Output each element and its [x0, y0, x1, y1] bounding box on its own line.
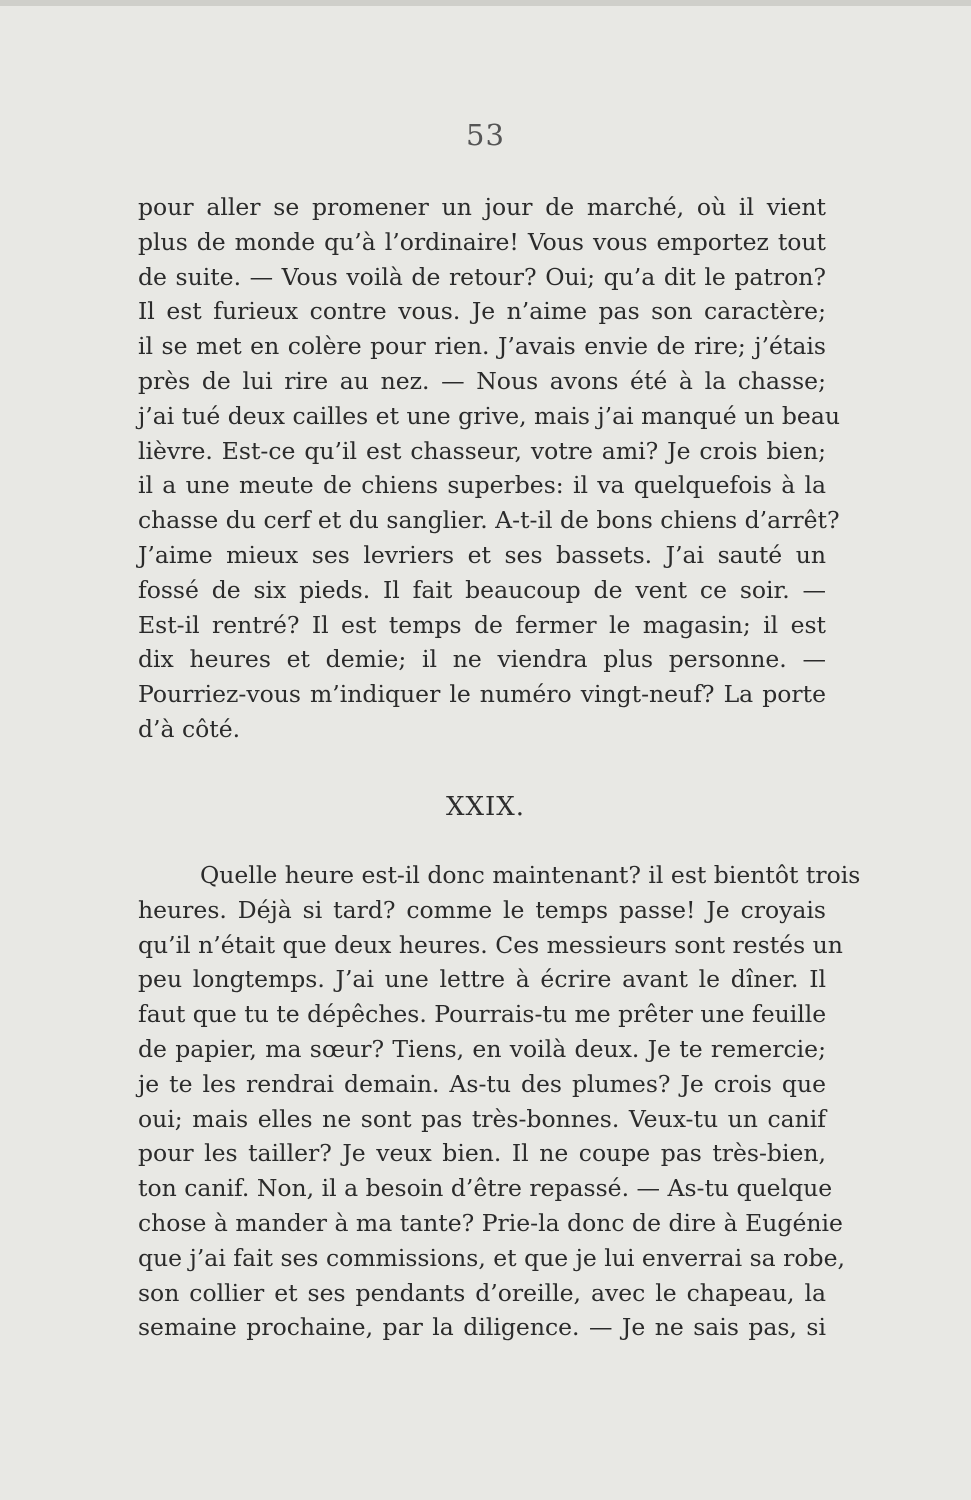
- text-line: faut que tu te dépêches. Pourrais-tu me prêter une feuille: [138, 1000, 827, 1029]
- text-line: d’à côté.: [138, 714, 241, 743]
- text-line: chasse du cerf et du sanglier. A-t-il de bons chiens d’arrêt?: [138, 506, 840, 535]
- text-line: il se met en colère pour rien. J’avais envie de rire; j’étais: [138, 332, 826, 361]
- text-line: Pourriez-vous m’indiquer le numéro vingt-neuf? La porte: [138, 680, 826, 709]
- text-line: chose à mander à ma tante? Prie-la donc de dire à Eugénie: [138, 1208, 843, 1237]
- page-edge: [0, 0, 971, 6]
- text-line: il a une meute de chiens superbes: il va quelquefois à la: [138, 471, 826, 500]
- text-line: Est-il rentré? Il est temps de fermer le magasin; il est: [138, 610, 826, 639]
- text-line: lièvre. Est-ce qu’il est chasseur, votre ami? Je crois bien;: [138, 436, 826, 465]
- text-line: semaine prochaine, par la diligence. — Je ne sais pas, si: [138, 1313, 826, 1342]
- text-line: son collier et ses pendants d’oreille, avec le chapeau, la: [138, 1278, 826, 1307]
- text-line: peu longtemps. J’ai une lettre à écrire avant le dîner. Il: [138, 965, 826, 994]
- text-line: ton canif. Non, il a besoin d’être repassé. — As-tu quelque: [138, 1174, 833, 1203]
- text-line: pour les tailler? Je veux bien. Il ne coupe pas très-bien,: [138, 1139, 826, 1168]
- text-line: Il est furieux contre vous. Je n’aime pas son caractère;: [138, 297, 826, 326]
- text-line: de suite. — Vous voilà de retour? Oui; qu’a dit le patron?: [138, 262, 826, 291]
- paragraph-2: [138, 858, 861, 1345]
- text-line: pour aller se promener un jour de marché, où il vient: [138, 193, 826, 221]
- page-number: 53: [466, 118, 505, 152]
- text-line: J’aime mieux ses levriers et ses bassets. J’ai sauté un: [138, 540, 826, 569]
- text-line: plus de monde qu’à l’ordinaire! Vous vous emportez tout: [138, 227, 826, 256]
- text-line: dix heures et demie; il ne viendra plus personne. —: [138, 645, 826, 674]
- text-line: que j’ai fait ses commissions, et que je lui enverrai sa robe,: [138, 1243, 845, 1272]
- text-line: près de lui rire au nez. — Nous avons été à la chasse;: [138, 366, 826, 395]
- text-line: Quelle heure est-il donc maintenant? il est bientôt trois: [200, 861, 861, 889]
- text-line: qu’il n’était que deux heures. Ces messieurs sont restés un: [138, 930, 843, 959]
- text-line: j’ai tué deux cailles et une grive, mais j’ai manqué un beau: [138, 401, 840, 430]
- section-heading: XXIX.: [445, 792, 526, 822]
- text-line: heures. Déjà si tard? comme le temps passe! Je croyais: [138, 895, 826, 924]
- text-line: oui; mais elles ne sont pas très-bonnes. Veux-tu un canif: [138, 1104, 826, 1133]
- text-line: de papier, ma sœur? Tiens, en voilà deux. Je te remercie;: [138, 1034, 826, 1063]
- text-line: fossé de six pieds. Il fait beaucoup de vent ce soir. —: [138, 575, 826, 604]
- paragraph-1: [138, 190, 840, 747]
- text-line: je te les rendrai demain. As-tu des plumes? Je crois que: [138, 1069, 826, 1098]
